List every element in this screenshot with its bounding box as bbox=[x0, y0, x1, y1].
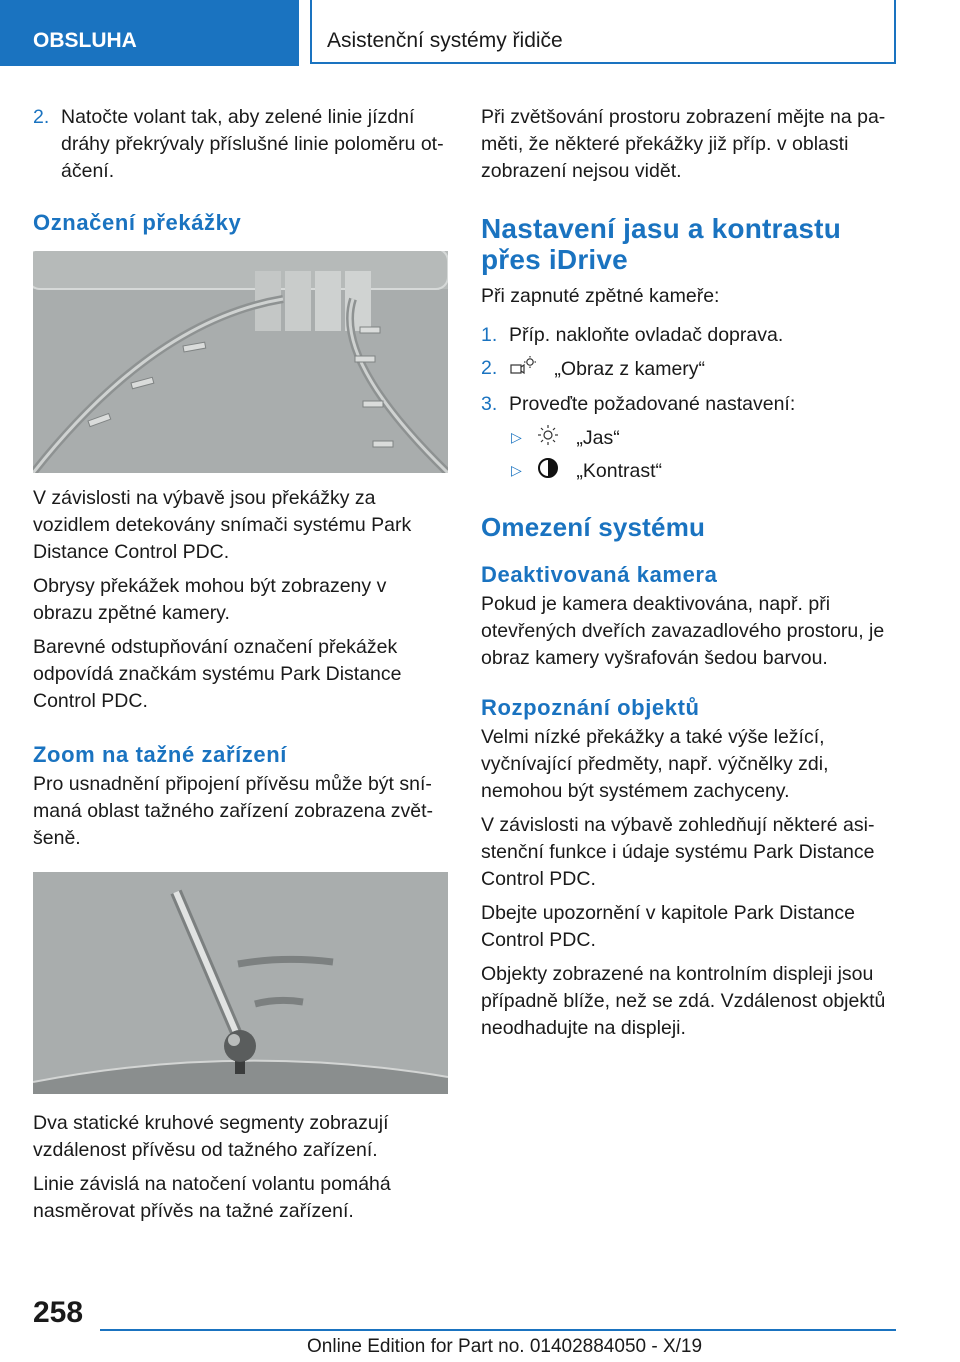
zoom-note: Při zvětšování prostoru zobrazení mějte na paměti, že některé překážky již příp. v oblasti zobrazení nejsou vidět. bbox=[481, 106, 886, 182]
camera-off-paragraph: Pokud je kamera deaktivována, např. při otevřených dveřích zavazadlového prostoru, je obraz kamery vyšrafován šedou barvou. bbox=[481, 593, 885, 669]
step-number: 1. bbox=[481, 324, 498, 346]
heading-detection: Rozpoznání objektů bbox=[481, 695, 700, 720]
step-number: 3. bbox=[481, 393, 498, 415]
towbar-zoom-figure bbox=[33, 872, 448, 1094]
detection-paragraph-1: Velmi nízké překážky a také výše ležící, vyčnívající předměty, např. výčnělky zdi, nemohou být systémem zachyceny. bbox=[481, 726, 829, 802]
bullet-brightness bbox=[481, 424, 896, 457]
heading-obstacles: Označení překážky bbox=[33, 210, 242, 235]
step-number: 2. bbox=[33, 106, 50, 128]
chapter-title: Asistenční systémy řidiče bbox=[310, 0, 896, 64]
heading-limits: Omezení systému bbox=[481, 512, 706, 542]
detection-paragraph-3: Dbejte upozornění v kapitole Park Distance Control PDC. bbox=[481, 902, 855, 951]
step-number: 2. bbox=[481, 357, 498, 379]
obstacle-marking-figure bbox=[33, 251, 448, 473]
bullet-marker: ▷ bbox=[511, 462, 522, 478]
contrast-icon bbox=[537, 457, 559, 487]
bullet-marker: ▷ bbox=[511, 429, 522, 445]
left-column bbox=[33, 100, 448, 1232]
zoom-paragraph-2: Dva statické kruhové segmenty zobrazují vzdálenost přívěsu od tažného zařízení. bbox=[33, 1112, 389, 1161]
heading-camera-off: Deaktivovaná kamera bbox=[481, 562, 718, 587]
detection-paragraph-4: Objekty zobrazené na kontrolním displeji jsou případně blíže, než se zdá. Vzdálenost objektů neodhadujte na displeji. bbox=[481, 963, 886, 1039]
brightness-step-3 bbox=[481, 391, 896, 418]
footer-edition: Online Edition for Part no. 01402884050 - X/19 bbox=[307, 1336, 703, 1357]
bullet-text: „Jas“ bbox=[576, 427, 620, 450]
step-2 bbox=[33, 104, 448, 185]
obstacles-paragraph-3: Barevné odstupňování označení překážek odpovídá značkám systému Park Distance Control PDC. bbox=[33, 636, 402, 712]
obstacles-paragraph-2: Obrysy překážek mohou být zobrazeny v obrazu zpětné kamery. bbox=[33, 575, 387, 624]
right-column bbox=[481, 100, 896, 1049]
zoom-paragraph-1: Pro usnadnění připojení přívěsu může být snímaná oblast tažného zařízení zobrazena zvětšeně. bbox=[33, 773, 433, 849]
step-text: Proveďte požadované nastavení: bbox=[509, 393, 796, 415]
sun-icon bbox=[537, 424, 559, 454]
footer-divider bbox=[100, 1329, 896, 1331]
bullet-contrast bbox=[481, 457, 896, 490]
heading-zoom: Zoom na tažné zařízení bbox=[33, 742, 288, 767]
obstacles-paragraph-1: V závislosti na výbavě jsou překážky za vozidlem detekovány snímači systému Park Distance Control PDC. bbox=[33, 487, 412, 563]
brightness-step-1 bbox=[481, 322, 896, 349]
page-number: 258 bbox=[33, 1296, 84, 1329]
step-text: Natočte volant tak, aby zelené linie jízdní dráhy překrývaly příslušné linie poloměru otáčení. bbox=[61, 106, 444, 182]
section-tab: OBSLUHA bbox=[0, 0, 299, 66]
heading-brightness: Nastavení jasu a kontrastu přes iDrive bbox=[481, 213, 841, 275]
zoom-paragraph-3: Linie závislá na natočení volantu pomáhá nasměrovat přívěs na tažné zařízení. bbox=[33, 1173, 391, 1222]
brightness-step-2 bbox=[481, 355, 896, 385]
step-text: Příp. nakloňte ovladač doprava. bbox=[509, 324, 784, 346]
camera-settings-icon bbox=[509, 355, 537, 385]
brightness-intro: Při zapnuté zpětné kameře: bbox=[481, 285, 720, 307]
detection-paragraph-2: V závislosti na výbavě zohledňují některé asistenční funkce i údaje systému Park Distance Control PDC. bbox=[481, 814, 875, 890]
bullet-text: „Kontrast“ bbox=[576, 460, 663, 483]
step-text: „Obraz z kamery“ bbox=[554, 358, 706, 381]
